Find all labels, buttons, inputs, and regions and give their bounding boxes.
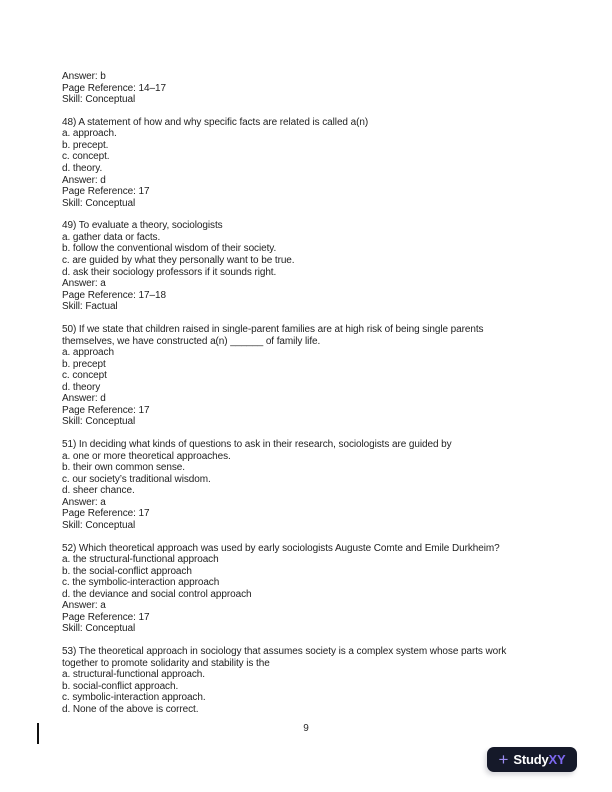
text-line: a. gather data or facts. xyxy=(62,231,161,243)
text-line: a. approach xyxy=(62,347,114,359)
text-line: Answer: a xyxy=(62,496,106,508)
question-49-block xyxy=(62,220,572,312)
text-line: a. one or more theoretical approaches. xyxy=(62,450,231,462)
text-line: 53) The theoretical approach in sociology that assumes society is a complex system whose parts work xyxy=(62,646,507,658)
brand-name-accent: XY xyxy=(548,752,566,767)
text-line: d. the deviance and social control approach xyxy=(62,588,252,600)
text-line: 50) If we state that children raised in single-parent families are at high risk of being single parents xyxy=(62,323,484,335)
text-line: Page Reference: 17 xyxy=(62,404,150,416)
text-line: 49) To evaluate a theory, sociologists xyxy=(62,220,223,232)
text-line: Skill: Conceptual xyxy=(62,623,136,635)
text-line: a. approach. xyxy=(62,128,117,140)
text-line: c. our society’s traditional wisdom. xyxy=(62,473,211,485)
text-line: Skill: Conceptual xyxy=(62,94,136,106)
text-line: Answer: b xyxy=(62,71,106,82)
text-line: Skill: Conceptual xyxy=(62,416,136,428)
studyxy-badge[interactable] xyxy=(487,747,577,772)
text-line: c. the symbolic-interaction approach xyxy=(62,577,220,589)
question-53-block xyxy=(62,646,572,715)
text-line: c. concept xyxy=(62,370,107,382)
question-48-block xyxy=(62,117,572,209)
question-47-answer-block xyxy=(62,71,572,106)
question-50-block xyxy=(62,324,572,428)
text-line: Page Reference: 17–18 xyxy=(62,289,166,301)
text-line: b. precept xyxy=(62,358,106,370)
text-line: d. theory xyxy=(62,381,101,393)
text-line: Answer: a xyxy=(62,600,106,612)
text-line: d. sheer chance. xyxy=(62,485,135,497)
text-line: Answer: d xyxy=(62,174,106,186)
text-line: Answer: d xyxy=(62,393,106,405)
text-line: Skill: Conceptual xyxy=(62,519,136,531)
text-line: b. social-conflict approach. xyxy=(62,680,179,692)
text-line: b. precept. xyxy=(62,139,109,151)
text-line: c. concept. xyxy=(62,151,110,163)
text-line: themselves, we have constructed a(n) ______ of family life. xyxy=(62,335,321,347)
text-line: b. follow the conventional wisdom of their society. xyxy=(62,243,277,255)
text-line: d. theory. xyxy=(62,163,103,175)
text-line: Answer: a xyxy=(62,278,106,290)
text-line: d. ask their sociology professors if it sounds right. xyxy=(62,266,277,278)
brand-name-primary: Study xyxy=(513,752,549,767)
text-line: Page Reference: 14–17 xyxy=(62,82,166,94)
text-line: a. structural-functional approach. xyxy=(62,669,205,681)
text-line: Skill: Factual xyxy=(62,301,118,313)
text-line: 48) A statement of how and why specific facts are related is called a(n) xyxy=(62,116,369,128)
text-line: Page Reference: 17 xyxy=(62,186,150,198)
question-52-block xyxy=(62,543,572,635)
text-line: 51) In deciding what kinds of questions to ask in their research, sociologists are guided by xyxy=(62,439,452,451)
text-line: d. None of the above is correct. xyxy=(62,703,199,715)
text-line: Page Reference: 17 xyxy=(62,508,150,520)
text-line: together to promote solidarity and stability is the xyxy=(62,657,270,669)
page-number: 9 xyxy=(303,723,309,734)
plus-icon: + xyxy=(498,749,509,769)
question-51-block xyxy=(62,439,572,531)
text-line: Page Reference: 17 xyxy=(62,611,150,623)
text-line: a. the structural-functional approach xyxy=(62,554,219,566)
text-line: Skill: Conceptual xyxy=(62,197,136,209)
text-line: 52) Which theoretical approach was used by early sociologists Auguste Comte and Emile Durkheim? xyxy=(62,542,500,554)
text-line: b. their own common sense. xyxy=(62,462,185,474)
text-line: c. symbolic-interaction approach. xyxy=(62,692,206,704)
text-line: c. are guided by what they personally want to be true. xyxy=(62,255,295,267)
text-line: b. the social-conflict approach xyxy=(62,565,192,577)
question-text-area xyxy=(62,71,572,727)
